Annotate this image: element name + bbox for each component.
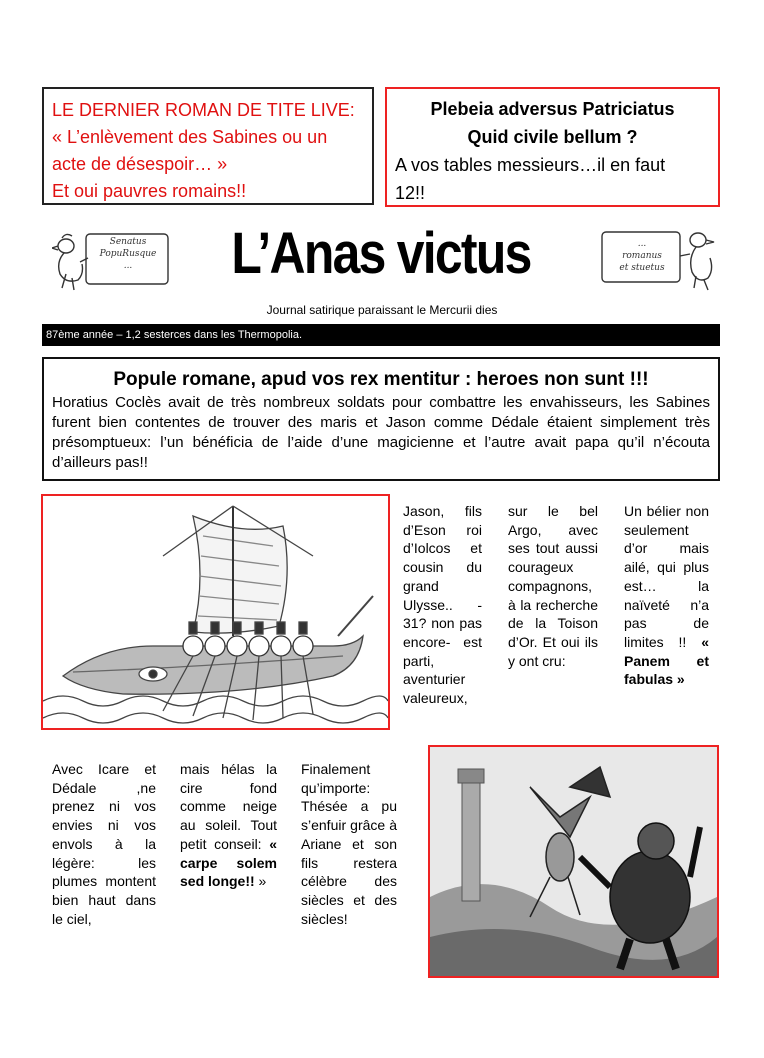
lead-title: Popule romane, apud vos rex mentitur : heroes non sunt !!! <box>113 369 649 390</box>
headline-right-heading1: Plebeia adversus Patriciatus <box>430 99 675 119</box>
column-icare: Avec Icare et Dédale ,ne prenez ni vos envies ni vos envols à la légère: les plumes montent bien haut dans le ciel, <box>52 761 156 927</box>
ship-icon <box>43 496 388 728</box>
column-belier <box>624 502 709 689</box>
headline-left-line1: LE DERNIER ROMAN DE TITE LIVE: <box>52 100 355 120</box>
cartoon-icon <box>430 747 717 976</box>
newspaper-title: L’Anas victus <box>231 221 531 286</box>
column-belier-text: Un bélier non seulement d’or mais ailé, qui plus est… la naïveté n’a pas de limites !! <box>624 503 709 650</box>
newspaper-subtitle: Journal satirique paraissant le Mercurii dies <box>266 303 498 317</box>
column-cire-end: » <box>254 873 267 890</box>
headline-left-line3: acte de désespoir… » <box>52 154 228 174</box>
column-cire-quote: « carpe solem sed longe!! <box>180 835 277 890</box>
edition-bar: 87ème année – 1,2 sesterces dans les Thermopolia. <box>42 324 720 346</box>
column-thesee: Finalement qu’importe: Thésée a pu s’enfuir grâce à Ariane et son fils restera célèbre des siècles et des siècles! <box>301 761 397 927</box>
masthead-duck-left <box>52 228 172 292</box>
left-sign-line2: PopuRusque <box>99 249 157 259</box>
right-sign-line1: ... <box>637 239 647 249</box>
left-sign-line1: Senatus <box>109 237 147 247</box>
headline-right-line2: 12!! <box>395 183 426 203</box>
column-jason: Jason, fils d’Eson roi d’Iolcos et cousin du grand Ulysse.. - 31? non pas encore- est parti, aventurier valeureux, <box>403 503 482 707</box>
right-sign-line3: et stuetus <box>619 263 665 273</box>
headline-right-heading2: Quid civile bellum ? <box>467 127 638 147</box>
headline-box-left <box>42 87 374 205</box>
headline-box-right <box>385 87 720 207</box>
headline-right-line1: A vos tables messieurs…il en faut <box>395 155 666 175</box>
right-sign-line2: romanus <box>622 251 662 261</box>
headline-left-line2: « L’enlèvement des Sabines ou un <box>52 127 328 147</box>
column-cire-text: mais hélas la cire fond comme neige au soleil. Tout petit conseil: <box>180 761 277 852</box>
lead-text: Horatius Coclès avait de très nombreux soldats pour combattre les envahisseurs, les Sabines furent bien contentes de trouver des maris et Jason comme Dédale étaient simplement très présomptueux: l’un bénéficia de l’aide d’une magicienne et l’autre avait papa qu’il n’écouta d’ailleurs pas!! <box>52 394 710 471</box>
column-belier-quote: « Panem et fabulas » <box>624 633 709 688</box>
column-argo: sur le bel Argo, avec ses tout aussi courageux compagnons, à la recherche de la Toison d’Or. Et oui ils y ont cru: <box>508 503 598 669</box>
masthead-duck-right <box>598 226 718 292</box>
lead-article <box>42 357 720 481</box>
icarus-cartoon-illustration <box>428 745 719 978</box>
column-cire <box>180 760 277 891</box>
headline-left-line4: Et oui pauvres romains!! <box>52 181 247 201</box>
ship-illustration <box>41 494 390 730</box>
left-sign-line3: ... <box>123 261 133 271</box>
